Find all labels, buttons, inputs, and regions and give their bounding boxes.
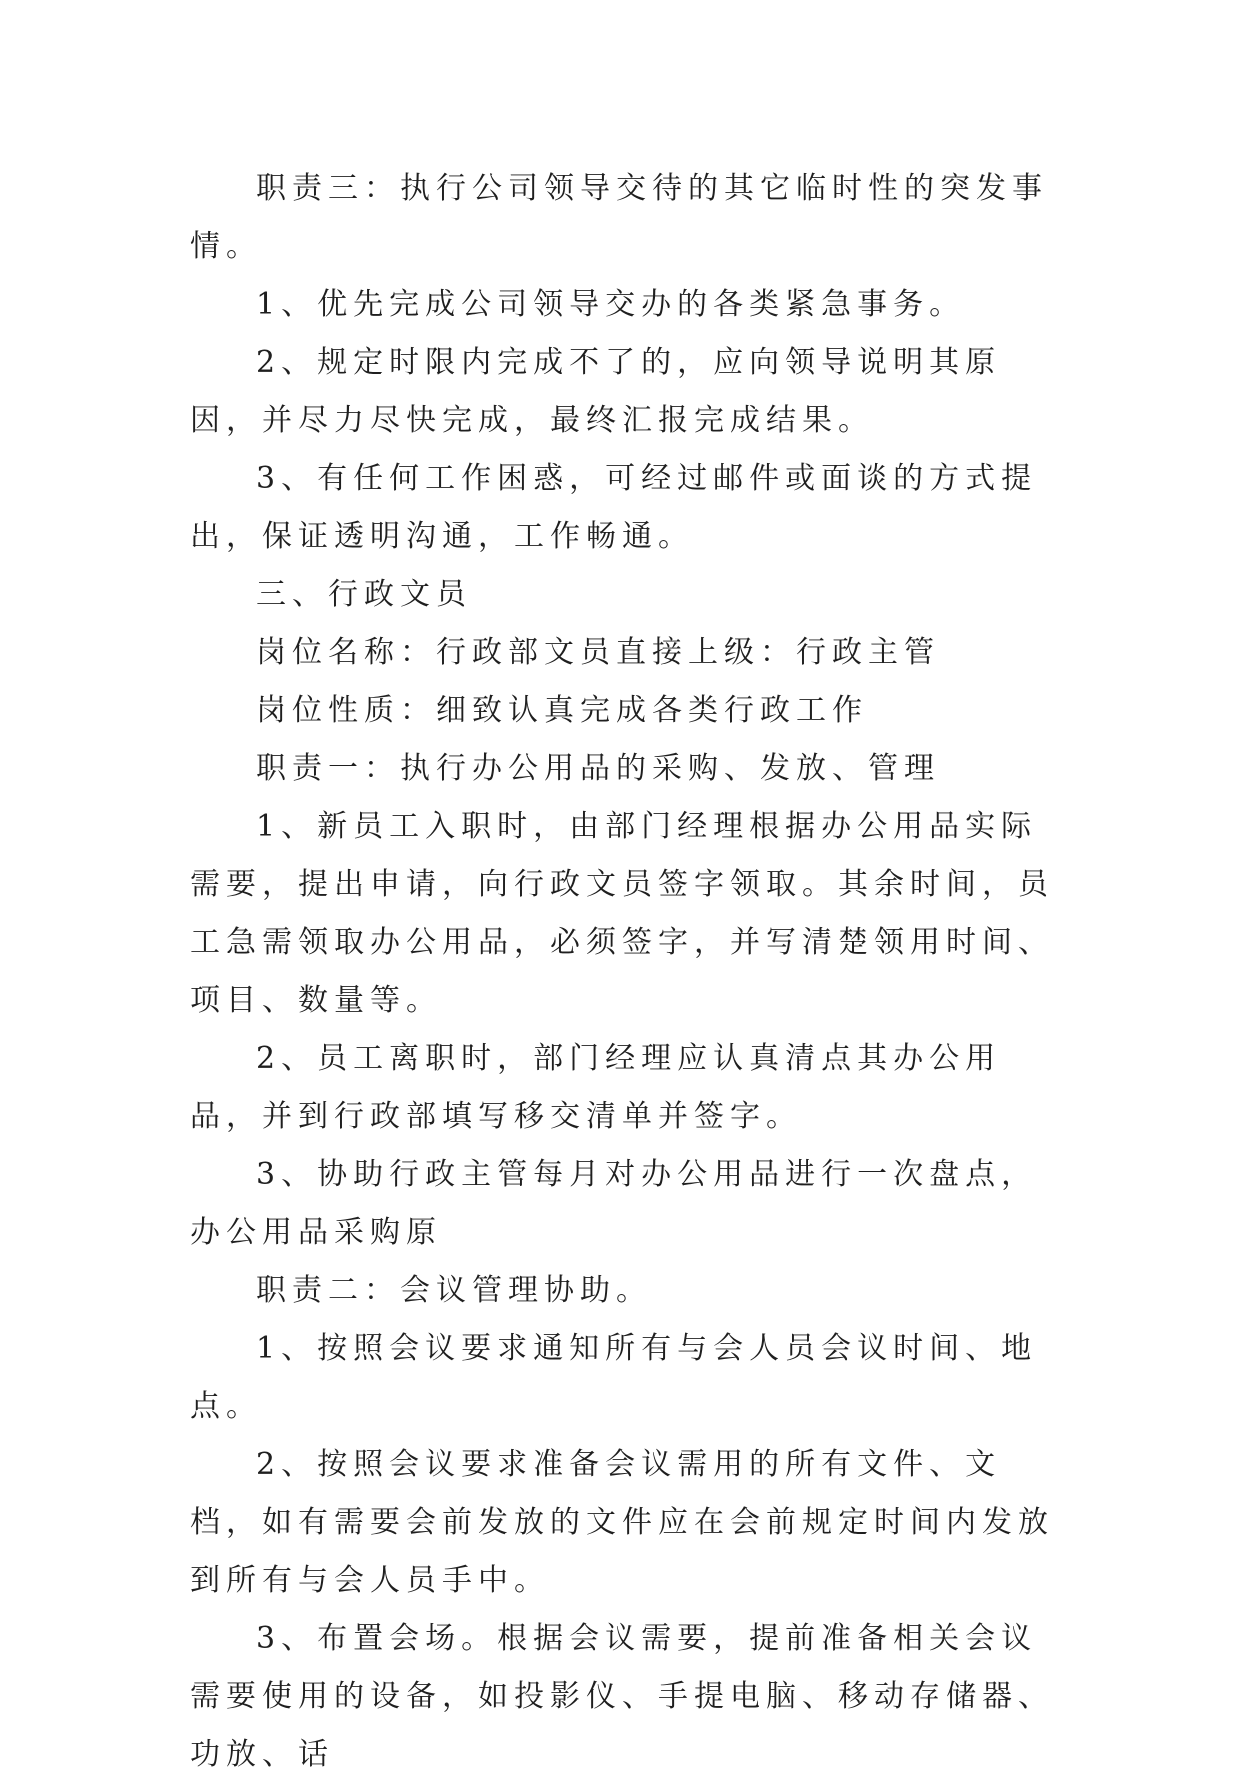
paragraph: 1、按照会议要求通知所有与会人员会议时间、地点。 — [190, 1331, 1038, 1424]
paragraph-position-name: 岗位名称：行政部文员直接上级：行政主管 — [256, 635, 940, 670]
paragraph-position-nature: 岗位性质：细致认真完成各类行政工作 — [256, 693, 868, 728]
paragraph-duty-one-heading: 职责一：执行办公用品的采购、发放、管理 — [256, 751, 940, 786]
paragraph-duty-two-heading: 职责二：会议管理协助。 — [256, 1273, 652, 1308]
paragraph: 2、员工离职时，部门经理应认真清点其办公用品，并到行政部填写移交清单并签字。 — [190, 1041, 1002, 1134]
paragraph-duty-three-heading: 职责三：执行公司领导交待的其它临时性的突发事情。 — [190, 171, 1048, 264]
document-body — [190, 160, 1070, 1784]
paragraph: 2、规定时限内完成不了的，应向领导说明其原因，并尽力尽快完成，最终汇报完成结果。 — [190, 345, 1002, 438]
paragraph: 1、优先完成公司领导交办的各类紧急事务。 — [256, 287, 966, 322]
section-heading: 三、行政文员 — [256, 577, 472, 612]
paragraph: 3、协助行政主管每月对办公用品进行一次盘点，办公用品采购原 — [190, 1157, 1038, 1250]
paragraph: 1、新员工入职时，由部门经理根据办公用品实际需要，提出申请，向行政文员签字领取。其余时间，员工急需领取办公用品，必须签字，并写清楚领用时间、项目、数量等。 — [190, 809, 1054, 1018]
paragraph: 3、布置会场。根据会议需要，提前准备相关会议需要使用的设备，如投影仪、手提电脑、移动存储器、功放、话 — [190, 1621, 1054, 1772]
paragraph: 3、有任何工作困惑，可经过邮件或面谈的方式提出，保证透明沟通，工作畅通。 — [190, 461, 1038, 554]
paragraph: 2、按照会议要求准备会议需用的所有文件、文档，如有需要会前发放的文件应在会前规定时间内发放到所有与会人员手中。 — [190, 1447, 1054, 1598]
